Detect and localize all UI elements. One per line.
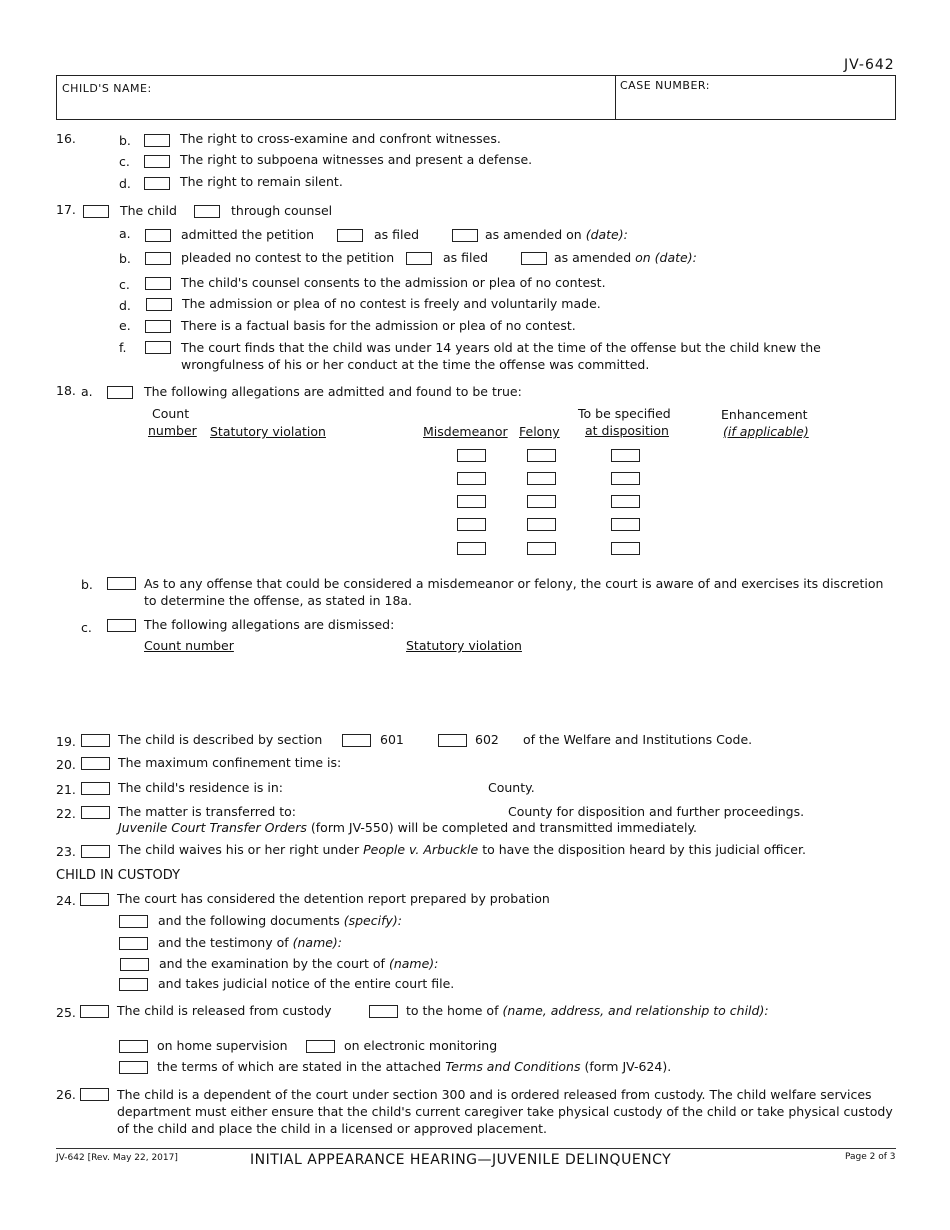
item-17e-text: There is a factual basis for the admission or plea of no contest.: [181, 318, 576, 333]
item-17c-checkbox[interactable]: [145, 277, 171, 290]
item-16c-checkbox[interactable]: [144, 155, 170, 168]
item-23-post: to have the disposition heard by this judicial officer.: [482, 842, 806, 857]
item-25-terms-pre: the terms of which are stated in the attached: [157, 1059, 442, 1074]
item-17b-text: pleaded no contest to the petition: [181, 250, 395, 265]
item-19-601-checkbox[interactable]: [342, 734, 371, 747]
item-17b-checkbox[interactable]: [145, 252, 171, 265]
item-24-examination-hint: (name):: [388, 956, 439, 971]
item-25-terms-post: (form JV-624).: [584, 1059, 672, 1074]
item-19-checkbox[interactable]: [81, 734, 110, 747]
row1-tbs-checkbox[interactable]: [611, 449, 640, 462]
item-18b-checkbox[interactable]: [107, 577, 136, 590]
item-20-text: The maximum confinement time is:: [118, 755, 342, 770]
item-22-checkbox[interactable]: [81, 806, 110, 819]
item-25-terms-checkbox[interactable]: [119, 1061, 148, 1074]
item-22-text: The matter is transferred to:: [118, 804, 296, 819]
item-24-examination-label: and the examination by the court of: [159, 956, 385, 971]
item-24-documents-text: [158, 913, 402, 928]
item-16d-letter: d.: [119, 176, 131, 191]
item-17-child-checkbox[interactable]: [83, 205, 109, 218]
item-17e-checkbox[interactable]: [145, 320, 171, 333]
item-16-number: 16.: [56, 131, 76, 146]
item-19-text: The child is described by section: [118, 732, 323, 747]
item-18c-text: The following allegations are dismissed:: [144, 617, 395, 632]
item-23-text: [118, 842, 806, 857]
item-26-text: The child is a dependent of the court under section 300 and is ordered released from custody. The child welfare services department must either ensure that the child's current caregiver take physical custody of the child or take physical custody of the child and place the child in a licensed or approved placement.: [117, 1087, 893, 1136]
item-25-home-text: [406, 1003, 769, 1018]
footer-page: Page 2 of 3: [845, 1152, 896, 1162]
item-17c-text: The child's counsel consents to the admission or plea of no contest.: [181, 275, 606, 290]
item-17a-filed-text: as filed: [374, 227, 420, 242]
item-17b-amended-checkbox[interactable]: [521, 252, 547, 265]
item-20-checkbox[interactable]: [81, 757, 110, 770]
col-count-2: number: [148, 423, 197, 438]
item-17d-letter: d.: [119, 298, 131, 313]
item-23-number: 23.: [56, 844, 76, 859]
item-16c-text: The right to subpoena witnesses and present a defense.: [180, 152, 533, 167]
row2-misd-checkbox[interactable]: [457, 472, 486, 485]
item-17a-amended-checkbox[interactable]: [452, 229, 478, 242]
item-23-pre: The child waives his or her right under: [118, 842, 360, 857]
header-divider: [615, 75, 616, 120]
item-17a-letter: a.: [119, 226, 131, 241]
row5-tbs-checkbox[interactable]: [611, 542, 640, 555]
col-misdemeanor: Misdemeanor: [423, 424, 508, 439]
col-felony: Felony: [519, 424, 560, 439]
row3-misd-checkbox[interactable]: [457, 495, 486, 508]
item-24-judicial-notice-text: and takes judicial notice of the entire court file.: [158, 976, 455, 991]
item-24-judicial-notice-checkbox[interactable]: [119, 978, 148, 991]
item-22-county: County for disposition and further proceedings.: [508, 804, 805, 819]
item-25-home-supervision-checkbox[interactable]: [119, 1040, 148, 1053]
item-25-electronic-checkbox[interactable]: [306, 1040, 335, 1053]
item-16d-text: The right to remain silent.: [180, 174, 343, 189]
item-24-examination-text: [159, 956, 438, 971]
item-25-home-checkbox[interactable]: [369, 1005, 398, 1018]
item-17b-amended-label: as amended: [554, 250, 632, 265]
item-24-examination-checkbox[interactable]: [120, 958, 149, 971]
item-18c-statutory-header: Statutory violation: [406, 638, 522, 653]
item-22-number: 22.: [56, 806, 76, 821]
col-enh-1: Enhancement: [721, 407, 808, 422]
row1-felony-checkbox[interactable]: [527, 449, 556, 462]
item-21-county: County.: [488, 780, 535, 795]
item-25-checkbox[interactable]: [80, 1005, 109, 1018]
col-tbs-1: To be specified: [578, 406, 671, 421]
item-18c-count-header: Count number: [144, 638, 234, 653]
item-17d-text: The admission or plea of no contest is freely and voluntarily made.: [182, 296, 601, 311]
item-17a-checkbox[interactable]: [145, 229, 171, 242]
item-24-testimony-hint: (name):: [292, 935, 343, 950]
item-17b-filed-checkbox[interactable]: [406, 252, 432, 265]
item-17d-checkbox[interactable]: [146, 298, 172, 311]
col-count-1: Count: [152, 406, 190, 421]
row2-tbs-checkbox[interactable]: [611, 472, 640, 485]
item-24-documents-checkbox[interactable]: [119, 915, 148, 928]
footer-title: INITIAL APPEARANCE HEARING—JUVENILE DELINQUENCY: [250, 1152, 672, 1168]
transfer-orders-title: Juvenile Court Transfer Orders: [118, 820, 307, 835]
item-24-number: 24.: [56, 893, 76, 908]
item-24-testimony-text: [158, 935, 342, 950]
footer-revision: JV-642 [Rev. May 22, 2017]: [56, 1153, 178, 1163]
row2-felony-checkbox[interactable]: [527, 472, 556, 485]
item-16b-text: The right to cross-examine and confront witnesses.: [180, 131, 501, 146]
item-24-documents-label: and the following documents: [158, 913, 340, 928]
row1-misd-checkbox[interactable]: [457, 449, 486, 462]
row5-misd-checkbox[interactable]: [457, 542, 486, 555]
item-25-terms-text: [157, 1059, 671, 1074]
case-number-label: CASE NUMBER:: [620, 79, 710, 92]
item-24-testimony-checkbox[interactable]: [119, 937, 148, 950]
item-18b-letter: b.: [81, 577, 93, 592]
item-24-documents-hint: (specify):: [343, 913, 402, 928]
item-17f-text: The court finds that the child was under 14 years old at the time of the offense but the child knew the wrongfulness of his or her conduct at the time the offense was committed.: [181, 340, 821, 372]
item-17b-amended-text: [554, 250, 697, 265]
col-statutory: Statutory violation: [210, 424, 326, 439]
item-17b-letter: b.: [119, 251, 131, 266]
row4-felony-checkbox[interactable]: [527, 518, 556, 531]
item-21-text: The child's residence is in:: [118, 780, 284, 795]
item-18c-checkbox[interactable]: [107, 619, 136, 632]
item-16c-letter: c.: [119, 154, 130, 169]
item-25-terms-title: Terms and Conditions: [445, 1059, 581, 1074]
item-19-602-text: 602: [475, 732, 499, 747]
item-21-number: 21.: [56, 782, 76, 797]
item-21-checkbox[interactable]: [81, 782, 110, 795]
item-17a-amended-text: [485, 227, 628, 242]
item-20-number: 20.: [56, 757, 76, 772]
item-18c-letter: c.: [81, 620, 92, 635]
item-17b-date-label: on (date):: [635, 250, 697, 265]
item-18-number: 18.: [56, 383, 76, 398]
header-box: [56, 75, 896, 120]
col-tbs-2: at disposition: [585, 423, 669, 438]
item-17a-text: admitted the petition: [181, 227, 315, 242]
item-19-tail-text: of the Welfare and Institutions Code.: [523, 732, 753, 747]
item-17-child-text: The child: [120, 203, 177, 218]
item-25-home-supervision-text: on home supervision: [157, 1038, 288, 1053]
item-25-text: The child is released from custody: [117, 1003, 332, 1018]
item-16d-checkbox[interactable]: [144, 177, 170, 190]
item-24-text: The court has considered the detention report prepared by probation: [117, 891, 550, 906]
item-18a-checkbox[interactable]: [107, 386, 133, 399]
childs-name-label: CHILD'S NAME:: [62, 82, 152, 95]
item-18b-text: As to any offense that could be considered a misdemeanor or felony, the court is aware of and exercises its discretion to determine the offense, as stated in 18a.: [144, 576, 884, 608]
item-17f-letter: f.: [119, 340, 127, 355]
item-18a-text: The following allegations are admitted and found to be true:: [144, 384, 522, 399]
item-19-601-text: 601: [380, 732, 404, 747]
item-16b-letter: b.: [119, 133, 131, 148]
form-number: JV-642: [844, 57, 895, 73]
item-17c-letter: c.: [119, 277, 130, 292]
item-26-number: 26.: [56, 1087, 76, 1102]
row3-tbs-checkbox[interactable]: [611, 495, 640, 508]
row4-tbs-checkbox[interactable]: [611, 518, 640, 531]
item-17e-letter: e.: [119, 318, 131, 333]
item-23-checkbox[interactable]: [81, 845, 110, 858]
item-18a-letter: a.: [81, 384, 93, 399]
item-16b-checkbox[interactable]: [144, 134, 170, 147]
item-17-counsel-checkbox[interactable]: [194, 205, 220, 218]
item-24-checkbox[interactable]: [80, 893, 109, 906]
item-17b-filed-text: as filed: [443, 250, 489, 265]
item-25-home-label: to the home of: [406, 1003, 499, 1018]
item-17-counsel-text: through counsel: [231, 203, 333, 218]
transfer-orders-rest: (form JV-550) will be completed and transmitted immediately.: [310, 820, 698, 835]
item-19-602-checkbox[interactable]: [438, 734, 467, 747]
item-23-case: People v. Arbuckle: [363, 842, 479, 857]
item-17f-checkbox[interactable]: [145, 341, 171, 354]
custody-heading: CHILD IN CUSTODY: [56, 868, 181, 883]
footer-rule: [56, 1148, 896, 1149]
row5-felony-checkbox[interactable]: [527, 542, 556, 555]
item-22-line2: [118, 820, 697, 835]
item-25-number: 25.: [56, 1005, 76, 1020]
item-17-number: 17.: [56, 202, 76, 217]
item-17a-amended-label: as amended on: [485, 227, 582, 242]
item-25-home-hint: (name, address, and relationship to child):: [502, 1003, 769, 1018]
item-24-testimony-label: and the testimony of: [158, 935, 289, 950]
item-19-number: 19.: [56, 734, 76, 749]
item-17a-date-label: (date):: [585, 227, 628, 242]
col-enh-2: (if applicable): [723, 424, 809, 439]
row4-misd-checkbox[interactable]: [457, 518, 486, 531]
item-25-electronic-text: on electronic monitoring: [344, 1038, 498, 1053]
item-17a-filed-checkbox[interactable]: [337, 229, 363, 242]
row3-felony-checkbox[interactable]: [527, 495, 556, 508]
item-26-checkbox[interactable]: [80, 1088, 109, 1101]
